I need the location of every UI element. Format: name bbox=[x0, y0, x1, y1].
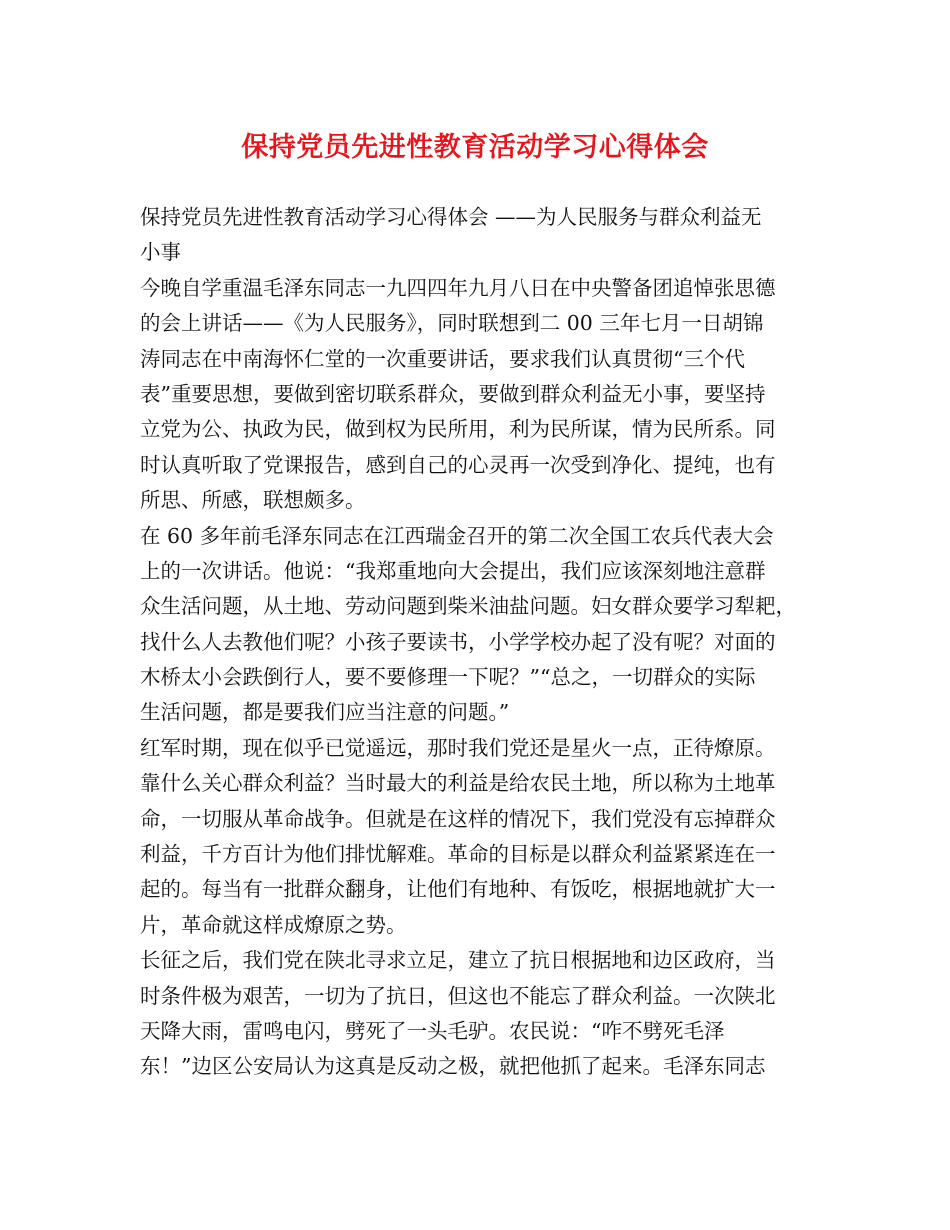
body-line: 片，革命就这样成燎原之势。 bbox=[140, 912, 407, 937]
body-line: 表”重要思想，要做到密切联系群众，要做到群众利益无小事，要坚持 bbox=[140, 381, 766, 406]
body-line: 时条件极为艰苦，一切为了抗日，但这也不能忘了群众利益。一次陕北 bbox=[140, 983, 776, 1008]
body-line: 今晚自学重温毛泽东同志一九四四年九月八日在中央警备团追悼张思德 bbox=[140, 275, 776, 300]
body-line: 上的一次讲话。他说：“我郑重地向大会提出，我们应该深刻地注意群 bbox=[140, 558, 766, 583]
document-body bbox=[140, 200, 830, 1085]
body-line: 命，一切服从革命战争。但就是在这样的情况下，我们党没有忘掉群众 bbox=[140, 806, 776, 831]
body-line: 靠什么关心群众利益？当时最大的利益是给农民土地，所以称为土地革 bbox=[140, 771, 776, 796]
body-line: 天降大雨，雷鸣电闪，劈死了一头毛驴。农民说：“咋不劈死毛泽 bbox=[140, 1018, 725, 1043]
body-line: 在 60 多年前毛泽东同志在江西瑞金召开的第二次全国工农兵代表大会 bbox=[140, 523, 774, 548]
body-line: 众生活问题，从土地、劳动问题到柴米油盐问题。妇女群众要学习犁耙， bbox=[140, 594, 796, 619]
body-line: 小事 bbox=[140, 240, 181, 265]
body-line: 生活问题，都是要我们应当注意的问题。” bbox=[140, 700, 510, 725]
body-line: 找什么人去教他们呢？小孩子要读书，小学学校办起了没有呢？对面的 bbox=[140, 629, 776, 654]
body-line: 长征之后，我们党在陕北寻求立足，建立了抗日根据地和边区政府，当 bbox=[140, 948, 776, 973]
body-line: 涛同志在中南海怀仁堂的一次重要讲话，要求我们认真贯彻“三个代 bbox=[140, 346, 745, 371]
document-title: 保持党员先进性教育活动学习心得体会 bbox=[241, 132, 709, 163]
body-line: 所思、所感，联想颇多。 bbox=[140, 488, 366, 513]
body-line: 立党为公、执政为民，做到权为民所用，利为民所谋，情为民所系。同 bbox=[140, 417, 776, 442]
body-line: 起的。每当有一批群众翻身，让他们有地种、有饭吃，根据地就扩大一 bbox=[140, 877, 776, 902]
body-line: 东！”边区公安局认为这真是反动之极，就把他抓了起来。毛泽东同志 bbox=[140, 1054, 766, 1079]
body-line: 的会上讲话——《为人民服务》，同时联想到二 00 三年七月一日胡锦 bbox=[140, 311, 764, 336]
body-line: 时认真听取了党课报告，感到自己的心灵再一次受到净化、提纯，也有 bbox=[140, 452, 776, 477]
body-line: 利益，千方百计为他们排忧解难。革命的目标是以群众利益紧紧连在一 bbox=[140, 842, 776, 867]
body-line: 木桥太小会跌倒行人，要不要修理一下呢？”“总之，一切群众的实际 bbox=[140, 665, 756, 690]
body-line: 保持党员先进性教育活动学习心得体会 ——为人民服务与群众利益无 bbox=[140, 205, 762, 229]
body-line: 红军时期，现在似乎已觉遥远，那时我们党还是星火一点，正待燎原。 bbox=[140, 735, 776, 760]
